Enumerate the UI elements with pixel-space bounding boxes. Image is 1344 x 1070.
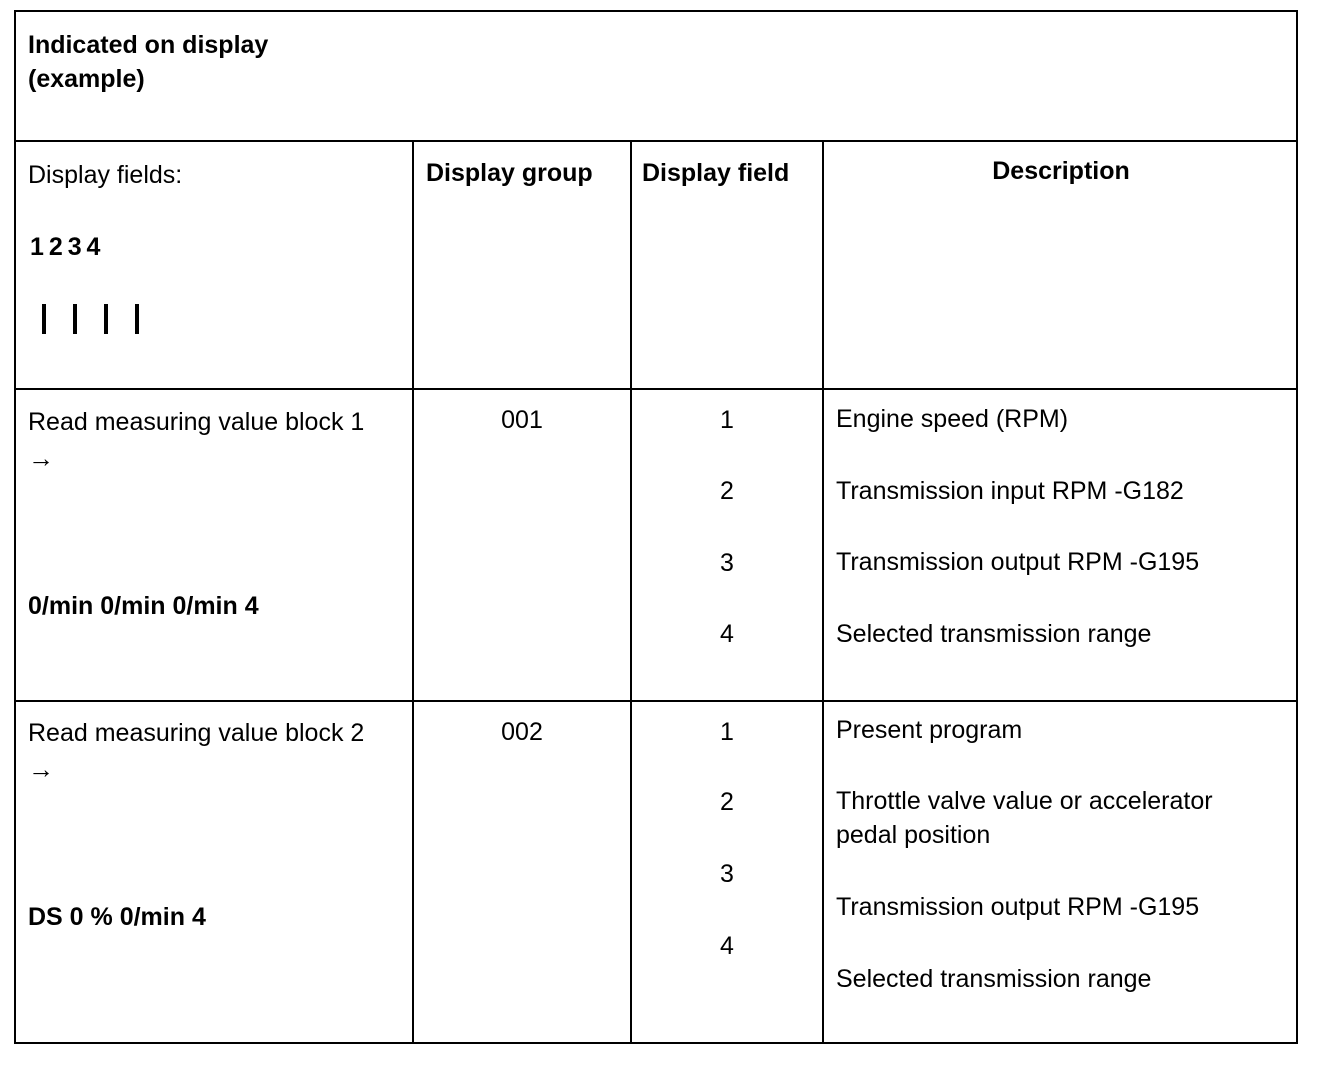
table-title: Indicated on display xyxy=(28,31,269,59)
row-1-description-1: Engine speed (RPM) xyxy=(836,405,1069,433)
display-table xyxy=(14,10,1298,1044)
row-2-display-value: DS 0 % 0/min 4 xyxy=(28,903,206,931)
column-divider-3 xyxy=(822,140,824,1042)
row-1-field-1: 1 xyxy=(720,406,734,434)
row-2-group: 002 xyxy=(501,718,543,746)
row-1-description-3: Transmission output RPM -G195 xyxy=(836,548,1200,576)
row-1-title: Read measuring value block 1 xyxy=(28,408,365,436)
field-marker-1 xyxy=(42,304,46,334)
row-1-field-2: 2 xyxy=(720,477,734,505)
field-marker-2 xyxy=(73,304,77,334)
row-2-field-1: 1 xyxy=(720,718,734,746)
column-divider-1 xyxy=(412,140,414,1042)
row-1-group: 001 xyxy=(501,406,543,434)
row-1-description-4: Selected transmission range xyxy=(836,620,1152,648)
column-header-group: Display group xyxy=(426,159,593,187)
row-2-description-3: Transmission output RPM -G195 xyxy=(836,893,1200,921)
row-2-arrow-icon: → xyxy=(28,754,54,784)
row-1-field-4: 4 xyxy=(720,620,734,648)
row-2-field-3: 3 xyxy=(720,860,734,888)
row-1-arrow-icon: → xyxy=(28,443,54,473)
display-fields-label: Display fields: xyxy=(28,161,183,189)
column-header-description: Description xyxy=(992,157,1130,185)
row-divider xyxy=(16,700,1296,702)
column-header-field: Display field xyxy=(642,159,790,187)
row-1-display-value: 0/min 0/min 0/min 4 xyxy=(28,592,259,620)
row-1-field-3: 3 xyxy=(720,549,734,577)
header-divider xyxy=(16,140,1296,142)
row-2-field-2: 2 xyxy=(720,788,734,816)
row-2-description-2b: pedal position xyxy=(836,821,991,849)
display-field-numbers: 1 2 3 4 xyxy=(30,233,100,261)
table-subtitle: (example) xyxy=(28,65,145,93)
row-2-field-4: 4 xyxy=(720,932,734,960)
column-divider-2 xyxy=(630,140,632,1042)
row-2-title: Read measuring value block 2 xyxy=(28,719,365,747)
column-header-divider xyxy=(16,388,1296,390)
row-2-description-2: Throttle valve value or accelerator xyxy=(836,787,1213,815)
field-marker-4 xyxy=(135,304,139,334)
field-marker-3 xyxy=(104,304,108,334)
row-2-description-4: Selected transmission range xyxy=(836,965,1152,993)
row-1-description-2: Transmission input RPM -G182 xyxy=(836,477,1184,505)
row-2-description-1: Present program xyxy=(836,716,1023,744)
